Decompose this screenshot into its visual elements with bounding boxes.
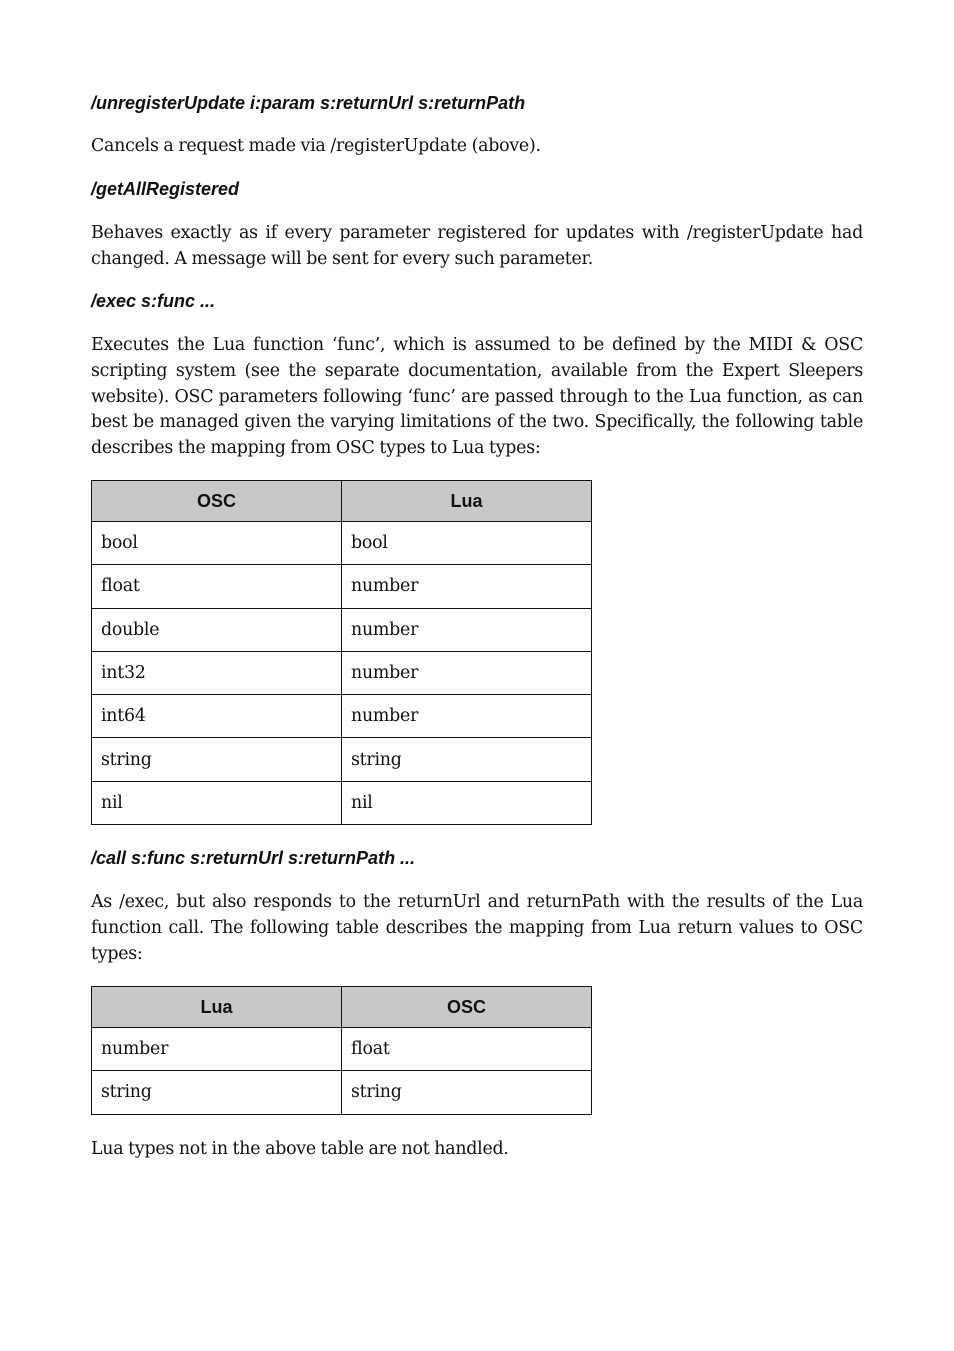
table-header-cell: OSC — [342, 987, 592, 1028]
table-row — [92, 1028, 592, 1071]
table-row — [92, 695, 592, 738]
table-header-row — [92, 481, 592, 522]
section-heading-call: /call s:func s:returnUrl s:returnPath ... — [91, 848, 416, 868]
table-cell: number — [342, 565, 592, 608]
table-cell: string — [342, 1071, 592, 1114]
table-row — [92, 565, 592, 608]
lua-to-osc-table — [91, 986, 592, 1115]
table-cell: double — [92, 608, 342, 651]
table-header-row — [92, 987, 592, 1028]
table-header-cell: OSC — [92, 481, 342, 522]
table-cell: bool — [342, 522, 592, 565]
section-text-final-note: Lua types not in the above table are not handled. — [91, 1139, 509, 1159]
table-row — [92, 651, 592, 694]
table-cell: nil — [342, 781, 592, 824]
table-cell: nil — [92, 781, 342, 824]
section-heading-get-all-registered: /getAllRegistered — [91, 179, 240, 199]
section-text-unregister-update: Cancels a request made via /registerUpdate (above). — [91, 136, 541, 156]
table-cell: string — [92, 1071, 342, 1114]
table-header-cell: Lua — [342, 481, 592, 522]
table-cell: number — [342, 608, 592, 651]
section-heading-exec: /exec s:func ... — [91, 291, 216, 311]
section-text-get-all-registered: Behaves exactly as if every parameter registered for updates with /registerUpdate had changed. A message will be sent for every such parameter. — [91, 223, 863, 269]
table-cell: bool — [92, 522, 342, 565]
table-cell: int32 — [92, 651, 342, 694]
section-text-call: As /exec, but also responds to the returnUrl and returnPath with the results of the Lua function call. The following table describes the mapping from Lua return values to OSC types: — [91, 892, 863, 964]
section-heading-unregister-update: /unregisterUpdate i:param s:returnUrl s:returnPath — [91, 93, 526, 113]
table-header-cell: Lua — [92, 987, 342, 1028]
table-row — [92, 608, 592, 651]
table-row — [92, 738, 592, 781]
table-cell: string — [92, 738, 342, 781]
table-cell: number — [92, 1028, 342, 1071]
table-row — [92, 522, 592, 565]
table-cell: number — [342, 695, 592, 738]
osc-to-lua-table — [91, 480, 592, 825]
table-row — [92, 1071, 592, 1114]
table-cell: string — [342, 738, 592, 781]
table-row — [92, 781, 592, 824]
table-cell: float — [342, 1028, 592, 1071]
table-cell: int64 — [92, 695, 342, 738]
table-cell: float — [92, 565, 342, 608]
table-cell: number — [342, 651, 592, 694]
section-text-exec: Executes the Lua function ‘func’, which is assumed to be defined by the MIDI & OSC scripting system (see the separate documentation, available from the Expert Sleepers website). OSC parameters following ‘func’ are passed through to the Lua function, as can best be managed given the varying limitations of the two. Specifically, the following table describes the mapping from OSC types to Lua types: — [91, 335, 863, 459]
